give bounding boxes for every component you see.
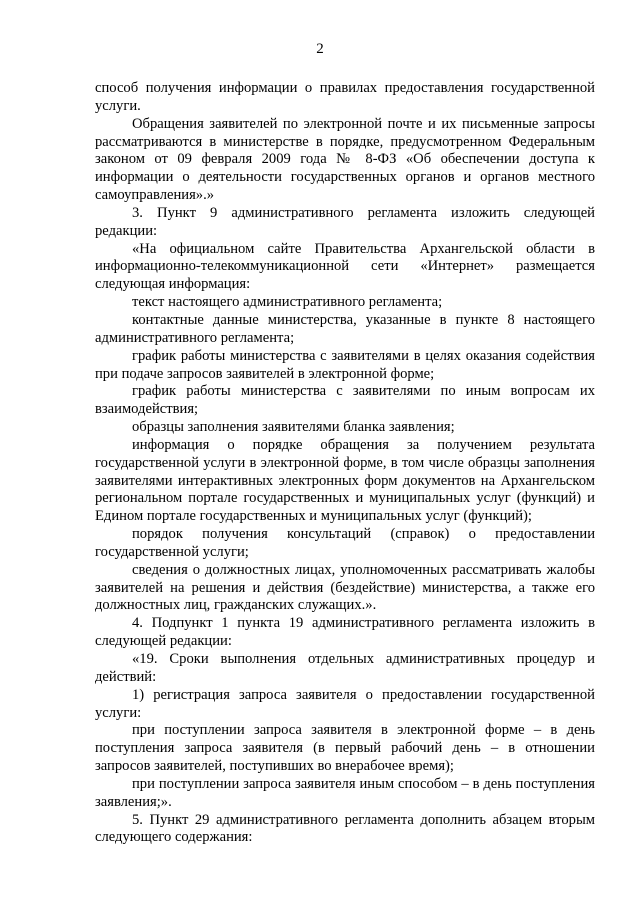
paragraph: 1) регистрация запроса заявителя о предоставлении государственной услуги: [95,686,595,721]
paragraph: график работы министерства с заявителями по иным вопросам их взаимодействия; [95,383,595,418]
paragraph: образцы заполнения заявителями бланка заявления; [132,419,455,436]
page-number: 2 [316,41,324,57]
paragraph: порядок получения консультаций (справок) о предоставлении государственной услуги; [95,526,595,560]
paragraph: 5. Пункт 29 административного регламента дополнить абзацем вторым следующего содержания: [95,811,595,846]
paragraph: 3. Пункт 9 административного регламента изложить следующей редакции: [95,204,595,239]
paragraph: «На официальном сайте Правительства Архангельской области в информационно-телекоммуникационной сети «Интернет» размещается следующая информация: [95,240,595,293]
paragraph: Обращения заявителей по электронной почте и их письменные запросы рассматриваются в министерстве в порядке, предусмотренном Федеральным законом от 09 февраля 2009 года № 8-ФЗ «Об обеспечении доступа к информации о деятельности государственных органов и органов местного самоуправления».» [95,115,595,204]
paragraph: сведения о должностных лицах, уполномоченных рассматривать жалобы заявителей на решения и действия (бездействие) министерства, а также его должностных лиц, гражданских служащих.». [95,561,595,614]
paragraph: контактные данные министерства, указанные в пункте 8 настоящего административного регламента; [95,311,595,346]
paragraph: «19. Сроки выполнения отдельных административных процедур и действий: [95,651,595,685]
paragraph: при поступлении запроса заявителя в электронной форме – в день поступления запроса заявителя (в первый рабочий день – в отношении запросов заявителей, поступивших во внерабочее время); [95,722,595,775]
paragraph: 4. Подпункт 1 пункта 19 административного регламента изложить в следующей редакции: [95,615,595,650]
paragraph: при поступлении запроса заявителя иным способом – в день поступления заявления;». [95,775,595,810]
paragraph: график работы министерства с заявителями в целях оказания содействия при подаче запросов заявителей в электронной форме; [95,347,595,382]
paragraph: информация о порядке обращения за получением результата государственной услуги в электронной форме, в том числе образцы заполнения заявителями интерактивных электронных форм документов на Архангельском региональном портале государственных и муниципальных услуг (функций) и Едином портале государственных и муниципальных услуг (функций); [95,436,595,525]
paragraph: текст настоящего административного регламента; [132,294,443,311]
document-body [95,80,595,847]
paragraph: способ получения информации о правилах предоставления государственной услуги. [95,80,595,114]
